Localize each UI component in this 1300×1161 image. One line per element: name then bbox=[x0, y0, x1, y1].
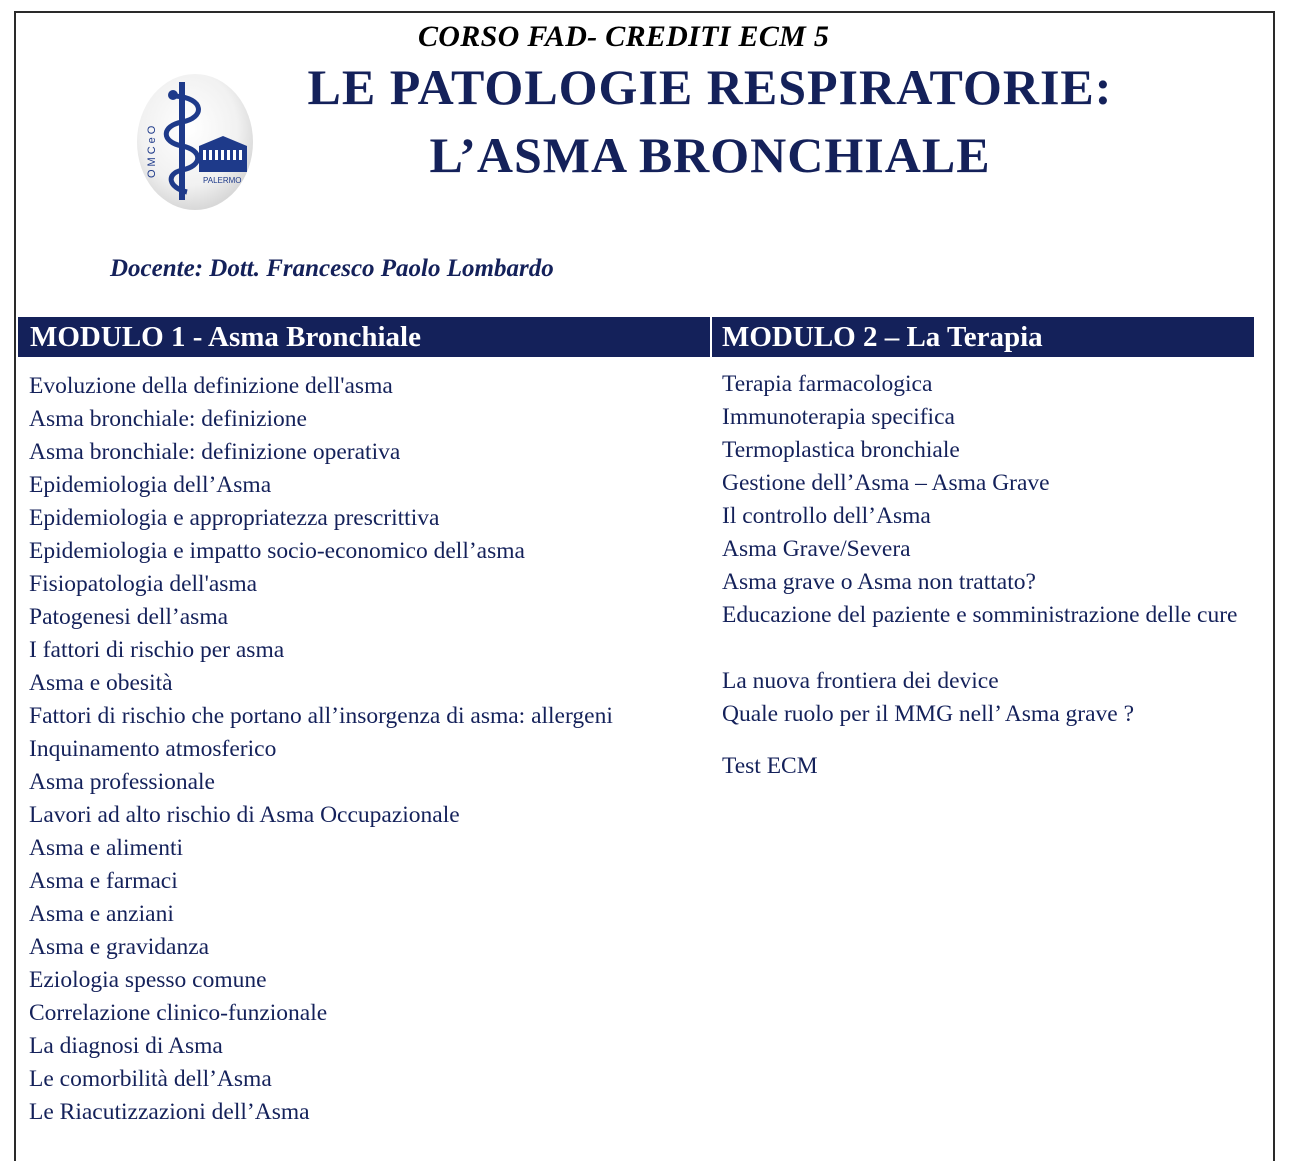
docente-line: Docente: Dott. Francesco Paolo Lombardo bbox=[110, 255, 554, 282]
list-item: Terapia farmacologica bbox=[722, 371, 933, 397]
list-item: Asma bronchiale: definizione operativa bbox=[29, 439, 401, 465]
list-item: Correlazione clinico-funzionale bbox=[29, 1000, 328, 1026]
list-item: La nuova frontiera dei device bbox=[722, 668, 999, 694]
list-item: Asma e farmaci bbox=[29, 868, 178, 894]
list-item: La diagnosi di Asma bbox=[29, 1033, 223, 1059]
list-item: Gestione dell’Asma – Asma Grave bbox=[722, 470, 1050, 496]
list-item: Il controllo dell’Asma bbox=[722, 503, 931, 529]
list-item: Termoplastica bronchiale bbox=[722, 437, 960, 463]
list-item: Immunoterapia specifica bbox=[722, 404, 955, 430]
list-item: Asma e gravidanza bbox=[29, 934, 210, 960]
module-2-list bbox=[722, 368, 1282, 731]
list-item: Asma e anziani bbox=[29, 901, 174, 927]
list-item: Quale ruolo per il MMG nell’ Asma grave ? bbox=[722, 701, 1135, 727]
list-item: Epidemiologia e impatto socio-economico dell’asma bbox=[29, 538, 525, 564]
list-item: Asma e obesità bbox=[29, 670, 173, 696]
header-divider bbox=[710, 317, 712, 357]
list-item: Evoluzione della definizione dell'asma bbox=[29, 373, 393, 399]
list-item: Educazione del paziente e somministrazione delle cure bbox=[722, 602, 1238, 628]
module-1-header: MODULO 1 - Asma Bronchiale bbox=[30, 321, 421, 353]
course-line: CORSO FAD- CREDITI ECM 5 bbox=[418, 20, 830, 53]
list-item: Le Riacutizzazioni dell’Asma bbox=[29, 1099, 310, 1125]
list-item: Asma professionale bbox=[29, 769, 215, 795]
list-item: Epidemiologia dell’Asma bbox=[29, 472, 272, 498]
list-item: Le comorbilità dell’Asma bbox=[29, 1066, 272, 1092]
list-item: Fattori di rischio che portano all’insorgenza di asma: allergeni bbox=[29, 703, 613, 729]
omceo-logo bbox=[113, 60, 275, 222]
logo-text-left: OMCeO bbox=[146, 122, 158, 178]
list-item: Asma Grave/Severa bbox=[722, 536, 911, 562]
logo-text-right: PALERMO bbox=[203, 176, 242, 185]
list-item: I fattori di rischio per asma bbox=[29, 637, 285, 663]
list-item: Eziologia spesso comune bbox=[29, 967, 267, 993]
list-item: Inquinamento atmosferico bbox=[29, 736, 277, 762]
list-item: Asma grave o Asma non trattato? bbox=[722, 569, 1036, 595]
modules-header-bar bbox=[18, 317, 1254, 357]
list-item: Patogenesi dell’asma bbox=[29, 604, 229, 630]
list-item: Epidemiologia e appropriatezza prescrittiva bbox=[29, 505, 440, 531]
module-2-header: MODULO 2 – La Terapia bbox=[722, 321, 1043, 353]
list-item: Lavori ad alto rischio di Asma Occupazionale bbox=[29, 802, 460, 828]
test-ecm: Test ECM bbox=[722, 753, 818, 779]
list-item: Asma bronchiale: definizione bbox=[29, 406, 307, 432]
page-title-line-1: LE PATOLOGIE RESPIRATORIE: bbox=[307, 59, 1113, 115]
list-item: Fisiopatologia dell'asma bbox=[29, 571, 258, 597]
module-1-list bbox=[29, 370, 613, 1129]
page-title-line-2: L’ASMA BRONCHIALE bbox=[429, 127, 991, 183]
list-item: Asma e alimenti bbox=[29, 835, 184, 861]
